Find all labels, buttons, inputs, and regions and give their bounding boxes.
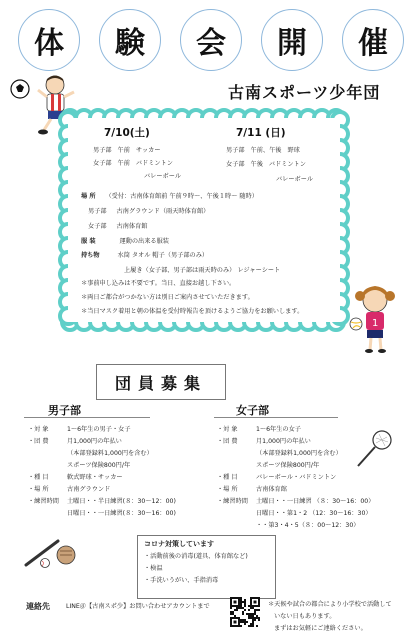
- info-row: [217, 473, 336, 482]
- covid-item-1: ・活動前後の消毒(道具、体育館など): [144, 553, 248, 560]
- covid-measures-box: [137, 535, 276, 599]
- day1-group: 女子部: [93, 160, 112, 167]
- place-row: [81, 192, 258, 201]
- info-key: ・種 目: [217, 474, 238, 481]
- info-value: スポーツ保険800円/年: [67, 462, 131, 469]
- covid-title: コロナ対策しています: [144, 540, 214, 548]
- line-qr-code[interactable]: [230, 597, 260, 627]
- volleyball-girl-illustration: [343, 280, 413, 354]
- title-char-3: 会: [180, 9, 242, 71]
- info-row: [217, 521, 360, 530]
- girls-heading-underline: [214, 417, 338, 418]
- recruit-title: 団員募集: [96, 364, 226, 400]
- footer-note-2: いない日もあります。: [274, 613, 336, 620]
- day1-time: 午前: [117, 147, 130, 154]
- bring-row-2: 上履き（女子部、男子部は雨天時のみ） レジャーシート: [124, 267, 281, 274]
- info-row: [28, 473, 123, 482]
- info-value: 古南グラウンド: [67, 486, 111, 493]
- girls-place-row: [88, 222, 147, 231]
- info-key: ・対 象: [217, 426, 238, 433]
- day2-sport: 野球: [287, 147, 300, 154]
- info-row: [28, 497, 176, 506]
- footer-note-1: ＊天候や試合の都合により小学校で活動して: [268, 601, 392, 608]
- note-3: ＊当日マスク着用と朝の体温を受付時報告を頂けるようご協力をお願いします。: [81, 308, 304, 315]
- wear-label: 服 装: [81, 238, 96, 245]
- organization-name: 古南スポーツ少年団: [228, 83, 381, 102]
- info-row: [217, 449, 342, 458]
- day1-row-1: [93, 146, 161, 155]
- date-day1: 7/10(土): [104, 127, 150, 139]
- bring-row: [81, 251, 208, 260]
- info-row: [28, 461, 130, 470]
- info-value: 土曜日・・半日練習(８：30～12：00): [67, 498, 176, 505]
- info-value: （本部登録料1,000円を含む）: [256, 450, 342, 457]
- info-value: 軟式野球・サッカー: [67, 474, 123, 481]
- day1-row-3: [144, 172, 181, 181]
- title-char-1: 体: [18, 9, 80, 71]
- title-char-4: 開: [261, 9, 323, 71]
- wear-value: 運動の出来る服装: [119, 238, 169, 245]
- day2-sport: バレーボール: [276, 176, 314, 183]
- note-2: ＊両日ご都合がつかない方は別日ご案内させていただきます。: [81, 294, 254, 301]
- boys-place-value: 古南グラウンド（雨天時体育館）: [116, 208, 210, 215]
- info-value: 1～6年生の男子・女子: [67, 426, 131, 433]
- info-row: [217, 497, 374, 506]
- girls-place-label: 女子部: [88, 223, 107, 230]
- title-char-2: 験: [99, 9, 161, 71]
- info-value: 月1,000円の年払い: [67, 438, 122, 445]
- bring-label: 持ち物: [81, 252, 100, 259]
- day2-row-1: [226, 146, 300, 155]
- girls-heading: 女子部: [236, 404, 269, 417]
- day1-sport: サッカー: [135, 147, 161, 154]
- contact-value: LINE＠【古南スポ少】お問い合わせアカウントまで: [66, 603, 210, 610]
- day2-time: 午前、午後: [250, 147, 282, 154]
- info-row: [217, 461, 319, 470]
- badminton-racket-illustration: [352, 428, 394, 472]
- info-key: ・練習時間: [217, 498, 248, 505]
- info-row: [28, 437, 122, 446]
- contact-label: 連絡先: [26, 602, 50, 611]
- info-key: ・練習時間: [28, 498, 59, 505]
- info-value: バレーボール・バドミントン: [256, 474, 337, 481]
- wear-row: [81, 237, 169, 246]
- info-value: スポーツ保険800円/年: [256, 462, 320, 469]
- info-value: 日曜日・・一日練習(８：30～16：00): [67, 510, 176, 517]
- day1-time: 午前: [117, 160, 130, 167]
- boys-place-label: 男子部: [88, 208, 107, 215]
- info-row: [217, 425, 301, 434]
- info-value: 土曜日・・一日練習 （８：30～16：00）: [256, 498, 375, 505]
- info-row: [28, 509, 176, 518]
- day2-row-3: [276, 175, 313, 184]
- day2-time: 午後: [250, 161, 263, 168]
- boys-heading-underline: [24, 417, 150, 418]
- covid-item-3: ・手洗いうがい、手指消毒: [144, 577, 219, 584]
- day2-group: 男子部: [226, 147, 245, 154]
- info-value: 日曜日・・第1・2 （12：30～16：30）: [256, 510, 372, 517]
- date-day2: 7/11 (日): [236, 127, 286, 139]
- boys-heading: 男子部: [48, 404, 81, 417]
- info-key: ・対 象: [28, 426, 49, 433]
- info-key: ・団 費: [28, 438, 49, 445]
- note-1: ＊事前申し込みは不要です。当日、直接お越し下さい。: [81, 280, 236, 287]
- svg-text:1: 1: [372, 318, 379, 329]
- info-key: ・場 所: [28, 486, 49, 493]
- boys-place-row: [88, 207, 209, 216]
- info-row: [217, 437, 311, 446]
- info-value: 古南体育館: [256, 486, 287, 493]
- covid-item-2: ・検温: [144, 565, 163, 572]
- info-row: [217, 509, 372, 518]
- info-row: [28, 485, 110, 494]
- info-row: [217, 485, 287, 494]
- place-label: 場 所: [81, 193, 96, 200]
- info-value: （本部登録料1,000円を含む）: [67, 450, 153, 457]
- info-key: ・場 所: [217, 486, 238, 493]
- info-value: ・・第3・4・5（８：00～12：30）: [256, 522, 360, 529]
- day1-row-2: [93, 159, 173, 168]
- day1-sport: バレーボール: [144, 173, 182, 180]
- girls-place-value: 古南体育館: [116, 223, 148, 230]
- info-key: ・種 目: [28, 474, 49, 481]
- day2-group: 女子部: [226, 161, 245, 168]
- baseball-illustration: [22, 535, 80, 569]
- info-value: 月1,000円の年払い: [256, 438, 311, 445]
- place-value: （受付：古南体育館前 午前９時～、午後１時～ 随時）: [105, 193, 258, 200]
- day2-row-2: [226, 160, 306, 169]
- day2-sport: バドミントン: [268, 161, 306, 168]
- bring-value-1: 水筒 タオル 帽子（男子部のみ）: [117, 252, 209, 259]
- info-row: [28, 425, 131, 434]
- day1-group: 男子部: [93, 147, 112, 154]
- info-value: 1～6年生の女子: [256, 426, 301, 433]
- info-row: [28, 449, 153, 458]
- title-char-5: 催: [342, 9, 404, 71]
- info-key: ・団 費: [217, 438, 238, 445]
- day1-sport: バドミントン: [135, 160, 173, 167]
- footer-note-3: まずはお気軽にご連絡ください。: [274, 625, 367, 632]
